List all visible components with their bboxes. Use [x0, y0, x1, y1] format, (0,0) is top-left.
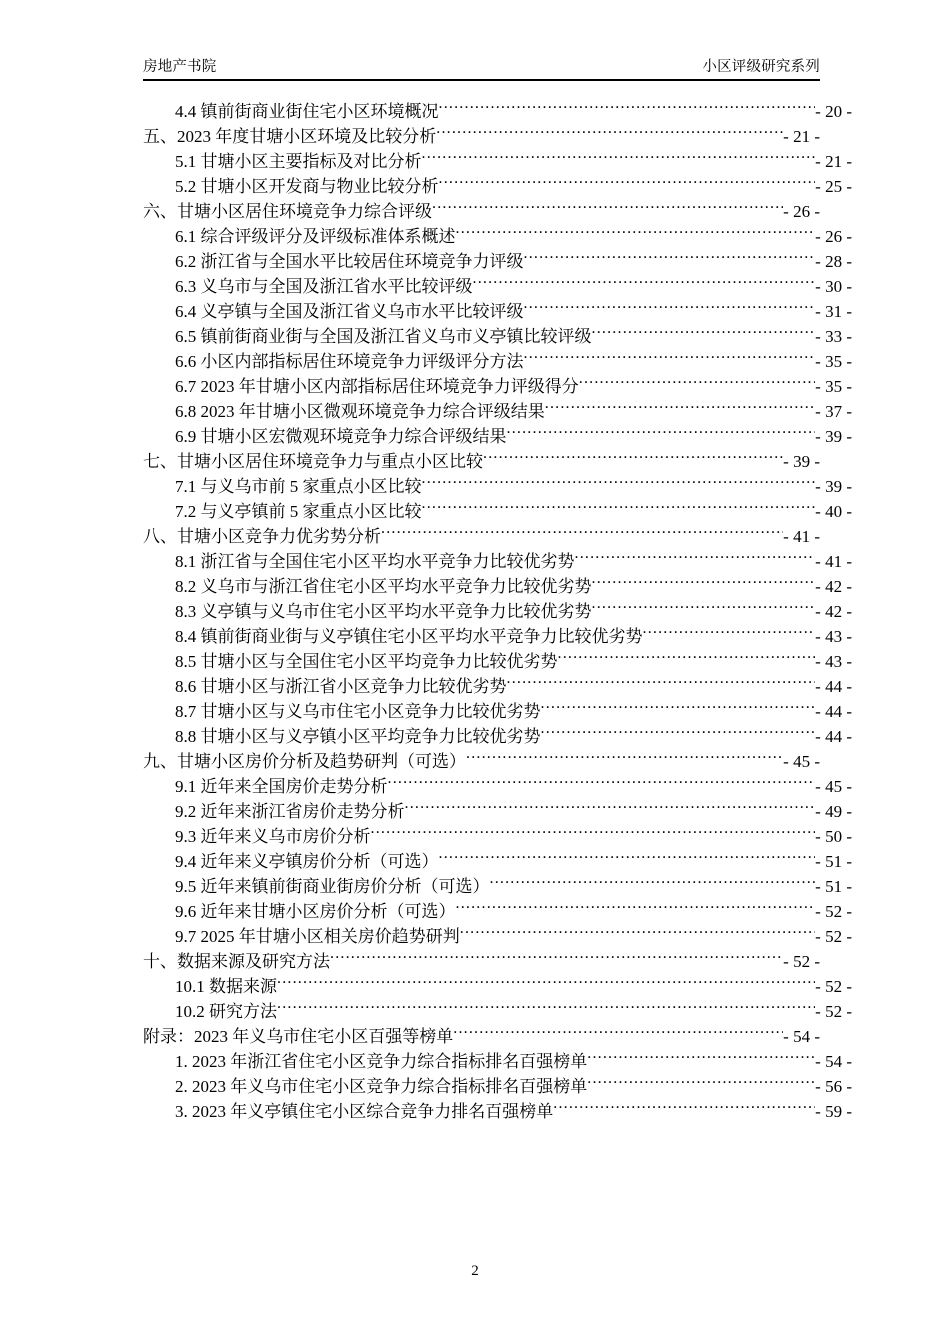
toc-leader-dots [330, 950, 783, 967]
toc-entry-title: 4.4 镇前街商业街住宅小区环境概况 [175, 102, 439, 121]
toc-entry[interactable] [143, 349, 852, 374]
toc-leader-dots [483, 450, 783, 467]
toc-entry-page-number: - 52 - [815, 977, 852, 996]
toc-entry-title: 9.5 近年来镇前街商业街房价分析（可选） [175, 877, 490, 896]
toc-entry-page-number: - 50 - [815, 827, 852, 846]
toc-leader-dots [579, 375, 815, 392]
toc-leader-dots [439, 100, 816, 117]
toc-leader-dots [381, 525, 783, 542]
toc-entry-page-number: - 20 - [815, 102, 852, 121]
toc-leader-dots [460, 925, 815, 942]
toc-leader-dots [456, 900, 816, 917]
toc-entry-title: 6.2 浙江省与全国水平比较居住环境竞争力评级 [175, 252, 524, 271]
toc-entry-page-number: - 26 - [783, 202, 820, 221]
toc-entry[interactable] [143, 799, 852, 824]
toc-entry-page-number: - 52 - [783, 952, 820, 971]
toc-entry[interactable] [143, 699, 852, 724]
toc-entry-title: 七、甘塘小区居住环境竞争力与重点小区比较 [143, 452, 483, 471]
toc-entry-page-number: - 54 - [815, 1052, 852, 1071]
toc-entry-title: 6.3 义乌市与全国及浙江省水平比较评级 [175, 277, 473, 296]
toc-entry-title: 5.2 甘塘小区开发商与物业比较分析 [175, 177, 439, 196]
toc-entry-title: 2. 2023 年义乌市住宅小区竞争力综合指标排名百强榜单 [175, 1077, 588, 1096]
toc-entry[interactable] [143, 199, 820, 224]
toc-leader-dots [405, 800, 816, 817]
toc-entry-page-number: - 52 - [815, 1002, 852, 1021]
toc-entry[interactable] [143, 674, 852, 699]
toc-entry[interactable] [143, 999, 852, 1024]
toc-entry[interactable] [143, 399, 852, 424]
toc-entry[interactable] [143, 1074, 852, 1099]
toc-entry-page-number: - 35 - [815, 352, 852, 371]
toc-entry[interactable] [143, 724, 852, 749]
toc-entry-title: 六、甘塘小区居住环境竞争力综合评级 [143, 202, 432, 221]
toc-leader-dots [524, 250, 816, 267]
toc-entry[interactable] [143, 499, 852, 524]
toc-leader-dots [432, 200, 783, 217]
toc-entry-title: 9.6 近年来甘塘小区房价分析（可选） [175, 902, 456, 921]
toc-entry-title: 10.2 研究方法 [175, 1002, 277, 1021]
toc-entry-title: 8.2 义乌市与浙江省住宅小区平均水平竞争力比较优劣势 [175, 577, 592, 596]
toc-entry[interactable] [143, 299, 852, 324]
toc-entry-title: 十、数据来源及研究方法 [143, 952, 330, 971]
toc-entry-page-number: - 39 - [783, 452, 820, 471]
toc-entry[interactable] [143, 374, 852, 399]
toc-entry[interactable] [143, 549, 852, 574]
toc-entry[interactable] [143, 574, 852, 599]
toc-entry-page-number: - 33 - [815, 327, 852, 346]
toc-entry-page-number: - 44 - [815, 727, 852, 746]
toc-leader-dots [507, 675, 816, 692]
toc-leader-dots [541, 700, 816, 717]
toc-entry[interactable] [143, 949, 820, 974]
toc-entry-title: 6.8 2023 年甘塘小区微观环境竞争力综合评级结果 [175, 402, 545, 421]
toc-entry[interactable] [143, 324, 852, 349]
toc-leader-dots [558, 650, 816, 667]
toc-entry[interactable] [143, 124, 820, 149]
toc-entry-title: 5.1 甘塘小区主要指标及对比分析 [175, 152, 422, 171]
toc-entry[interactable] [143, 849, 852, 874]
toc-entry[interactable] [143, 524, 820, 549]
toc-entry[interactable] [143, 824, 852, 849]
toc-entry-page-number: - 30 - [815, 277, 852, 296]
toc-entry-page-number: - 41 - [783, 527, 820, 546]
toc-entry[interactable] [143, 249, 852, 274]
toc-entry-title: 9.4 近年来义亭镇房价分析（可选） [175, 852, 439, 871]
toc-entry[interactable] [143, 424, 852, 449]
toc-entry-title: 6.7 2023 年甘塘小区内部指标居住环境竞争力评级得分 [175, 377, 579, 396]
toc-entry-title: 8.3 义亭镇与义乌市住宅小区平均水平竞争力比较优劣势 [175, 602, 592, 621]
toc-entry-title: 6.5 镇前街商业街与全国及浙江省义乌市义亭镇比较评级 [175, 327, 592, 346]
toc-entry-page-number: - 54 - [783, 1027, 820, 1046]
toc-entry-page-number: - 35 - [815, 377, 852, 396]
toc-entry-title: 8.5 甘塘小区与全国住宅小区平均竞争力比较优劣势 [175, 652, 558, 671]
toc-entry[interactable] [143, 224, 852, 249]
toc-entry[interactable] [143, 474, 852, 499]
toc-entry-title: 8.1 浙江省与全国住宅小区平均水平竞争力比较优劣势 [175, 552, 575, 571]
toc-entry[interactable] [143, 1049, 852, 1074]
toc-leader-dots [388, 775, 816, 792]
toc-leader-dots [456, 225, 816, 242]
toc-entry-title: 6.9 甘塘小区宏微观环境竞争力综合评级结果 [175, 427, 507, 446]
toc-entry-title: 9.7 2025 年甘塘小区相关房价趋势研判 [175, 927, 460, 946]
toc-leader-dots [422, 150, 816, 167]
toc-entry[interactable] [143, 1024, 820, 1049]
toc-leader-dots [643, 625, 816, 642]
toc-entry-title: 1. 2023 年浙江省住宅小区竞争力综合指标排名百强榜单 [175, 1052, 588, 1071]
header-left-title: 房地产书院 [143, 59, 217, 75]
running-header [143, 58, 820, 81]
toc-entry-page-number: - 49 - [815, 802, 852, 821]
toc-entry[interactable] [143, 749, 820, 774]
toc-entry-title: 八、甘塘小区竞争力优劣势分析 [143, 527, 381, 546]
toc-leader-dots [592, 575, 816, 592]
toc-entry-page-number: - 51 - [815, 852, 852, 871]
toc-entry-page-number: - 42 - [815, 602, 852, 621]
toc-leader-dots [592, 600, 816, 617]
toc-entry-page-number: - 45 - [815, 777, 852, 796]
toc-entry-page-number: - 51 - [815, 877, 852, 896]
toc-entry-title: 九、甘塘小区房价分析及趋势研判（可选） [143, 752, 466, 771]
toc-leader-dots [575, 550, 816, 567]
toc-entry[interactable] [143, 599, 852, 624]
toc-entry-title: 10.1 数据来源 [175, 977, 277, 996]
toc-entry-title: 6.1 综合评级评分及评级标准体系概述 [175, 227, 456, 246]
toc-leader-dots [524, 300, 816, 317]
toc-leader-dots [422, 475, 816, 492]
toc-leader-dots [436, 125, 783, 142]
toc-entry[interactable] [143, 274, 852, 299]
toc-leader-dots [592, 325, 816, 342]
toc-entry-page-number: - 44 - [815, 677, 852, 696]
toc-entry[interactable] [143, 774, 852, 799]
toc-entry[interactable] [143, 649, 852, 674]
toc-entry[interactable] [143, 174, 852, 199]
toc-entry-title: 8.6 甘塘小区与浙江省小区竞争力比较优劣势 [175, 677, 507, 696]
toc-entry[interactable] [143, 624, 852, 649]
toc-leader-dots [507, 425, 816, 442]
toc-leader-dots [422, 500, 816, 517]
page-footer [0, 1262, 950, 1280]
toc-entry-title: 8.7 甘塘小区与义乌市住宅小区竞争力比较优劣势 [175, 702, 541, 721]
toc-entry[interactable] [143, 1099, 852, 1124]
toc-entry-page-number: - 40 - [815, 502, 852, 521]
toc-leader-dots [541, 725, 816, 742]
toc-leader-dots [524, 350, 816, 367]
toc-leader-dots [277, 975, 815, 992]
page-number: 2 [471, 1263, 479, 1279]
toc-entry-page-number: - 28 - [815, 252, 852, 271]
toc-entry[interactable] [143, 99, 852, 124]
toc-leader-dots [439, 850, 816, 867]
toc-entry-title: 8.8 甘塘小区与义亭镇小区平均竞争力比较优劣势 [175, 727, 541, 746]
toc-entry[interactable] [143, 899, 852, 924]
toc-entry-title: 7.1 与义乌市前 5 家重点小区比较 [175, 477, 422, 496]
toc-leader-dots [553, 1100, 815, 1117]
toc-leader-dots [545, 400, 815, 417]
toc-entry-page-number: - 43 - [815, 652, 852, 671]
toc-entry[interactable] [143, 974, 852, 999]
toc-entry-page-number: - 42 - [815, 577, 852, 596]
toc-entry[interactable] [143, 874, 852, 899]
toc-entry-title: 9.3 近年来义乌市房价分析 [175, 827, 371, 846]
toc-entry-title: 7.2 与义亭镇前 5 家重点小区比较 [175, 502, 422, 521]
toc-leader-dots [466, 750, 783, 767]
toc-leader-dots [473, 275, 816, 292]
toc-entry-page-number: - 21 - [815, 152, 852, 171]
header-right-title: 小区评级研究系列 [702, 59, 820, 75]
toc-entry-page-number: - 44 - [815, 702, 852, 721]
toc-leader-dots [587, 1050, 815, 1067]
toc-entry-title: 附录：2023 年义乌市住宅小区百强等榜单 [143, 1027, 454, 1046]
toc-entry[interactable] [143, 149, 852, 174]
toc-entry-title: 3. 2023 年义亭镇住宅小区综合竞争力排名百强榜单 [175, 1102, 554, 1121]
toc-entry-page-number: - 21 - [783, 127, 820, 146]
toc-entry-page-number: - 39 - [815, 427, 852, 446]
toc-entry-page-number: - 52 - [815, 927, 852, 946]
toc-entry-title: 8.4 镇前街商业街与义亭镇住宅小区平均水平竞争力比较优劣势 [175, 627, 643, 646]
toc-entry[interactable] [143, 449, 820, 474]
toc-leader-dots [439, 175, 816, 192]
toc-entry-page-number: - 39 - [815, 477, 852, 496]
toc-entry-title: 6.4 义亭镇与全国及浙江省义乌市水平比较评级 [175, 302, 524, 321]
toc-entry-page-number: - 59 - [815, 1102, 852, 1121]
toc-entry-page-number: - 43 - [815, 627, 852, 646]
toc-leader-dots [453, 1025, 783, 1042]
toc-entry-page-number: - 45 - [783, 752, 820, 771]
table-of-contents [143, 99, 852, 1124]
toc-entry-page-number: - 41 - [815, 552, 852, 571]
toc-entry-page-number: - 31 - [815, 302, 852, 321]
toc-entry-page-number: - 52 - [815, 902, 852, 921]
toc-leader-dots [490, 875, 816, 892]
toc-entry-title: 9.1 近年来全国房价走势分析 [175, 777, 388, 796]
toc-entry[interactable] [143, 924, 852, 949]
toc-entry-page-number: - 25 - [815, 177, 852, 196]
toc-leader-dots [371, 825, 816, 842]
toc-entry-page-number: - 26 - [815, 227, 852, 246]
toc-leader-dots [587, 1075, 815, 1092]
toc-entry-title: 6.6 小区内部指标居住环境竞争力评级评分方法 [175, 352, 524, 371]
toc-entry-title: 五、2023 年度甘塘小区环境及比较分析 [143, 127, 437, 146]
toc-entry-title: 9.2 近年来浙江省房价走势分析 [175, 802, 405, 821]
toc-entry-page-number: - 37 - [815, 402, 852, 421]
toc-leader-dots [277, 1000, 815, 1017]
toc-entry-page-number: - 56 - [815, 1077, 852, 1096]
